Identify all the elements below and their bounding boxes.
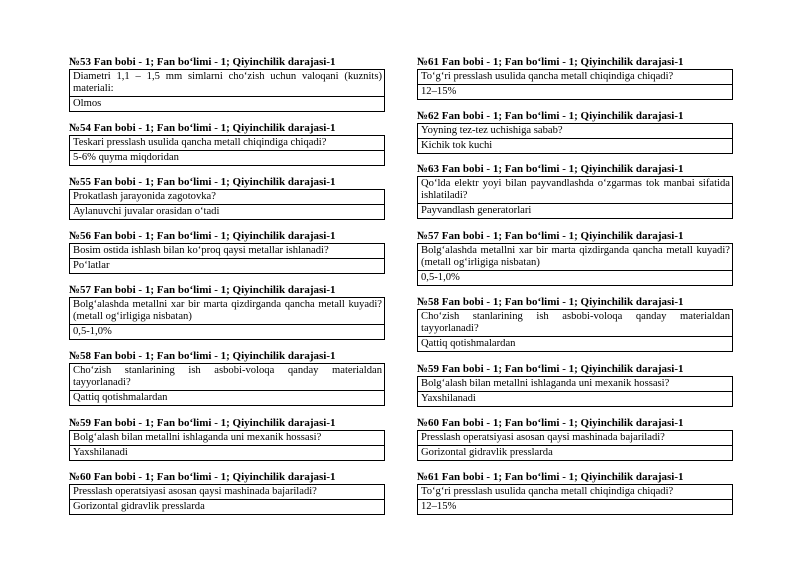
question-text: To‘g‘ri presslash usulida qancha metall chiqindiga chiqadi?: [418, 70, 732, 85]
question-header: №58 Fan bobi - 1; Fan bo‘limi - 1; Qiyinchilik darajasi-1: [417, 296, 684, 308]
question-text: Teskari presslash usulida qancha metall chiqindiga chiqadi?: [70, 136, 384, 151]
question-table: [69, 430, 385, 461]
question-block: [417, 363, 733, 407]
question-header: №59 Fan bobi - 1; Fan bo‘limi - 1; Qiyinchilik darajasi-1: [417, 363, 684, 375]
question-table: [69, 135, 385, 166]
answer-text: 5-6% quyma miqdoridan: [73, 152, 179, 163]
answer-text: Qattiq qotishmalardan: [421, 338, 516, 349]
question-block: [69, 230, 385, 274]
question-header: №56 Fan bobi - 1; Fan bo‘limi - 1; Qiyinchilik darajasi-1: [69, 230, 336, 242]
question-block: [417, 163, 733, 219]
question-header: №54 Fan bobi - 1; Fan bo‘limi - 1; Qiyinchilik darajasi-1: [69, 122, 336, 134]
question-block: [69, 284, 385, 340]
question-block: [417, 110, 733, 154]
question-header: №58 Fan bobi - 1; Fan bo‘limi - 1; Qiyinchilik darajasi-1: [69, 350, 336, 362]
question-table: [417, 430, 733, 461]
question-table: [417, 376, 733, 407]
question-block: [417, 471, 733, 515]
answer-text: Yaxshilanadi: [73, 447, 128, 458]
question-text: Yoyning tez-tez uchishiga sabab?: [418, 124, 732, 139]
question-text: Cho‘zish stanlarining ish asbobi-voloqa qanday materialdan tayyorlanadi?: [70, 364, 384, 391]
question-header: №59 Fan bobi - 1; Fan bo‘limi - 1; Qiyinchilik darajasi-1: [69, 417, 336, 429]
question-header: №61 Fan bobi - 1; Fan bo‘limi - 1; Qiyinchilik darajasi-1: [417, 56, 684, 68]
question-text: Cho‘zish stanlarining ish asbobi-voloqa qanday materialdan tayyorlanadi?: [418, 310, 732, 337]
question-table: [69, 189, 385, 220]
question-text: Prokatlash jarayonida zagotovka?: [70, 190, 384, 205]
answer-text: 0,5-1,0%: [421, 272, 460, 283]
question-text: Diametri 1,1 – 1,5 mm simlarni cho‘zish uchun valoqani (kuznits) materiali:: [70, 70, 384, 97]
question-table: [417, 176, 733, 219]
question-table: [69, 484, 385, 515]
answer-text: Gorizontal gidravlik presslarda: [73, 501, 205, 512]
question-header: №63 Fan bobi - 1; Fan bo‘limi - 1; Qiyinchilik darajasi-1: [417, 163, 684, 175]
question-text: Bolg‘alash bilan metallni ishlaganda uni mexanik hossasi?: [70, 431, 384, 446]
question-table: [69, 363, 385, 406]
answer-text: Payvandlash generatorlari: [421, 205, 532, 216]
question-table: [417, 243, 733, 286]
question-text: Bolg‘alash bilan metallni ishlaganda uni mexanik hossasi?: [418, 377, 732, 392]
question-table: [69, 297, 385, 340]
question-block: [69, 350, 385, 406]
question-text: Bosim ostida ishlash bilan ko‘proq qaysi metallar ishlanadi?: [70, 244, 384, 259]
question-block: [417, 417, 733, 461]
question-text: Presslash operatsiyasi asosan qaysi mashinada bajariladi?: [418, 431, 732, 446]
question-text: Bolg‘alashda metallni xar bir marta qizdirganda qancha metall kuyadi? (metall og‘irligiga nisbatan): [418, 244, 732, 271]
question-table: [417, 484, 733, 515]
question-header: №62 Fan bobi - 1; Fan bo‘limi - 1; Qiyinchilik darajasi-1: [417, 110, 684, 122]
question-header: №57 Fan bobi - 1; Fan bo‘limi - 1; Qiyinchilik darajasi-1: [417, 230, 684, 242]
question-block: [69, 471, 385, 515]
answer-text: Aylanuvchi juvalar orasidan o‘tadi: [73, 206, 220, 217]
question-header: №60 Fan bobi - 1; Fan bo‘limi - 1; Qiyinchilik darajasi-1: [417, 417, 684, 429]
question-table: [417, 309, 733, 352]
question-header: №53 Fan bobi - 1; Fan bo‘limi - 1; Qiyinchilik darajasi-1: [69, 56, 336, 68]
answer-text: 12–15%: [421, 501, 457, 512]
question-header: №55 Fan bobi - 1; Fan bo‘limi - 1; Qiyinchilik darajasi-1: [69, 176, 336, 188]
answer-text: Gorizontal gidravlik presslarda: [421, 447, 553, 458]
question-block: [69, 122, 385, 166]
question-text: Presslash operatsiyasi asosan qaysi mashinada bajariladi?: [70, 485, 384, 500]
question-header: №57 Fan bobi - 1; Fan bo‘limi - 1; Qiyinchilik darajasi-1: [69, 284, 336, 296]
question-header: №60 Fan bobi - 1; Fan bo‘limi - 1; Qiyinchilik darajasi-1: [69, 471, 336, 483]
question-block: [69, 56, 385, 112]
question-text: Bolg‘alashda metallni xar bir marta qizdirganda qancha metall kuyadi? (metall og‘irligiga nisbatan): [70, 298, 384, 325]
question-text: To‘g‘ri presslash usulida qancha metall chiqindiga chiqadi?: [418, 485, 732, 500]
question-table: [417, 69, 733, 100]
question-block: [417, 296, 733, 352]
answer-text: Olmos: [73, 98, 102, 109]
answer-text: Kichik tok kuchi: [421, 140, 493, 151]
answer-text: 0,5-1,0%: [73, 326, 112, 337]
answer-text: Yaxshilanadi: [421, 393, 476, 404]
question-table: [69, 69, 385, 112]
question-block: [69, 176, 385, 220]
question-text: Qo‘lda elektr yoyi bilan payvandlashda o‘zgarmas tok manbai sifatida ishlatiladi?: [418, 177, 732, 204]
answer-text: Po‘latlar: [73, 260, 110, 271]
question-block: [417, 56, 733, 100]
question-header: №61 Fan bobi - 1; Fan bo‘limi - 1; Qiyinchilik darajasi-1: [417, 471, 684, 483]
question-table: [417, 123, 733, 154]
question-table: [69, 243, 385, 274]
question-block: [69, 417, 385, 461]
answer-text: 12–15%: [421, 86, 457, 97]
question-block: [417, 230, 733, 286]
answer-text: Qattiq qotishmalardan: [73, 392, 168, 403]
